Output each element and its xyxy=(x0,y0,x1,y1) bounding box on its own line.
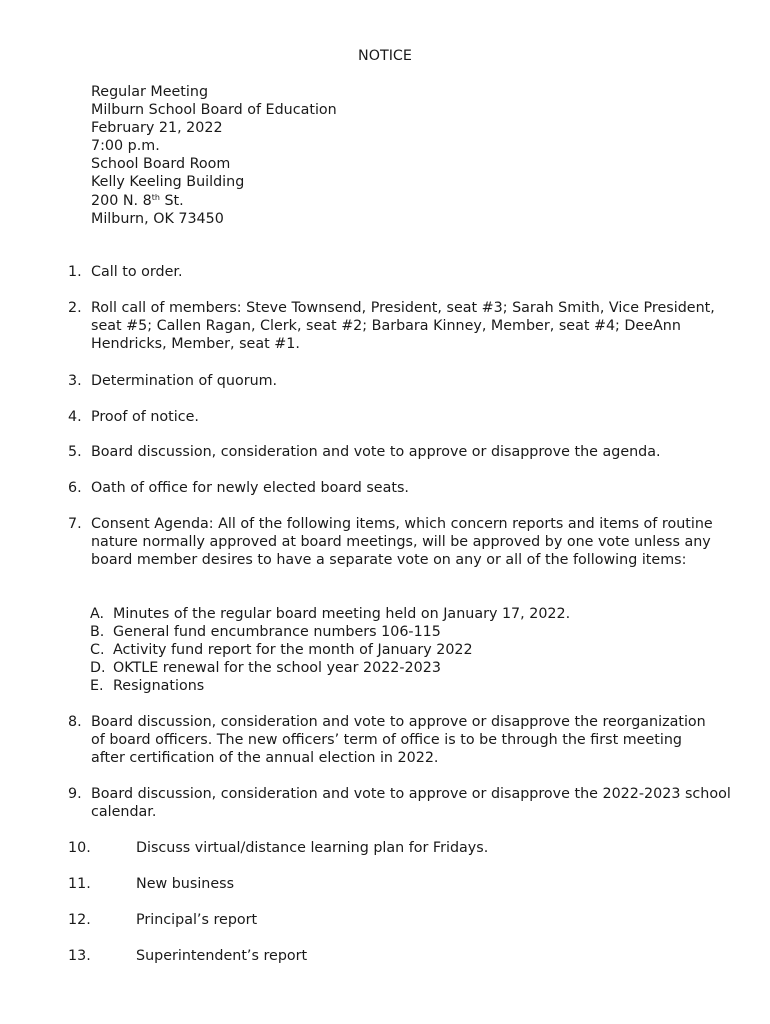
meeting-room: School Board Room xyxy=(91,156,231,173)
agenda-item-text: Consent Agenda: All of the following items, which concern reports and items of routine nature normally approved at board meetings, will be approved by one vote unless any board member desires to have a separate vote on any or all of the following items: xyxy=(91,516,713,569)
meeting-type: Regular Meeting xyxy=(91,84,209,100)
agenda-item-number: 5. xyxy=(68,444,82,460)
consent-item-text: General fund encumbrance numbers 106-115 xyxy=(113,624,441,640)
address-street: St. xyxy=(159,192,184,209)
agenda-item-number: 8. xyxy=(68,714,82,730)
consent-item-letter: C. xyxy=(90,642,105,658)
agenda-item-text: Proof of notice. xyxy=(91,409,199,425)
agenda-item-number: 2. xyxy=(68,300,82,316)
agenda-item-text: Principal’s report xyxy=(136,912,258,928)
agenda-item-text: Call to order. xyxy=(91,264,183,280)
agenda-item-number: 12. xyxy=(68,912,91,928)
consent-item-text: Activity fund report for the month of January 2022 xyxy=(113,642,473,658)
agenda-item-text: Oath of office for newly elected board seats. xyxy=(91,480,409,496)
city-state-zip: Milburn, OK 73450 xyxy=(91,210,224,227)
meeting-date: February 21, 2022 xyxy=(91,120,223,137)
agenda-item-number: 11. xyxy=(68,876,91,892)
organization-name: Milburn School Board of Education xyxy=(91,102,337,119)
consent-item-letter: D. xyxy=(90,660,106,676)
agenda-item-number: 10. xyxy=(68,840,91,856)
agenda-item-number: 7. xyxy=(68,516,82,532)
meeting-time: 7:00 p.m. xyxy=(91,138,160,155)
agenda-item-text: Determination of quorum. xyxy=(91,373,278,389)
consent-item-text: Minutes of the regular board meeting held on January 17, 2022. xyxy=(113,606,571,622)
address-number: 200 N. 8 xyxy=(91,192,152,209)
agenda-item-text: Board discussion, consideration and vote to approve or disapprove the agenda. xyxy=(91,444,661,460)
agenda-item-text: Board discussion, consideration and vote to approve or disapprove the reorganization of board officers. The new officers’ term of office is to be through the first meeting after certification of the annual election in 2022. xyxy=(91,714,706,767)
agenda-item-number: 1. xyxy=(68,264,82,280)
meeting-building: Kelly Keeling Building xyxy=(91,174,245,191)
consent-item-text: OKTLE renewal for the school year 2022-2023 xyxy=(113,660,441,676)
agenda-item-number: 9. xyxy=(68,786,82,802)
agenda-item-text: Superintendent’s report xyxy=(136,948,308,964)
consent-item-text: Resignations xyxy=(113,678,205,694)
agenda-item-number: 6. xyxy=(68,480,82,496)
consent-item-letter: E. xyxy=(90,678,104,694)
consent-item-letter: B. xyxy=(90,624,105,640)
agenda-item-text: New business xyxy=(136,876,235,892)
agenda-item-text: Roll call of members: Steve Townsend, President, seat #3; Sarah Smith, Vice President, seat #5; Callen Ragan, Clerk, seat #2; Barbara Kinney, Member, seat #4; DeeAnn Hendricks, Member, seat #1. xyxy=(91,300,715,353)
meeting-header xyxy=(91,83,337,228)
address-ordinal: th xyxy=(151,192,160,202)
agenda-item-text: Discuss virtual/distance learning plan for Fridays. xyxy=(136,840,489,856)
consent-item-letter: A. xyxy=(90,606,105,622)
agenda-item-number: 13. xyxy=(68,948,91,964)
document-title: NOTICE xyxy=(358,48,412,64)
street-address xyxy=(91,192,337,210)
agenda-item-number: 4. xyxy=(68,409,82,425)
agenda-item-text: Board discussion, consideration and vote to approve or disapprove the 2022-2023 school calendar. xyxy=(91,786,731,821)
agenda-item-number: 3. xyxy=(68,373,82,389)
